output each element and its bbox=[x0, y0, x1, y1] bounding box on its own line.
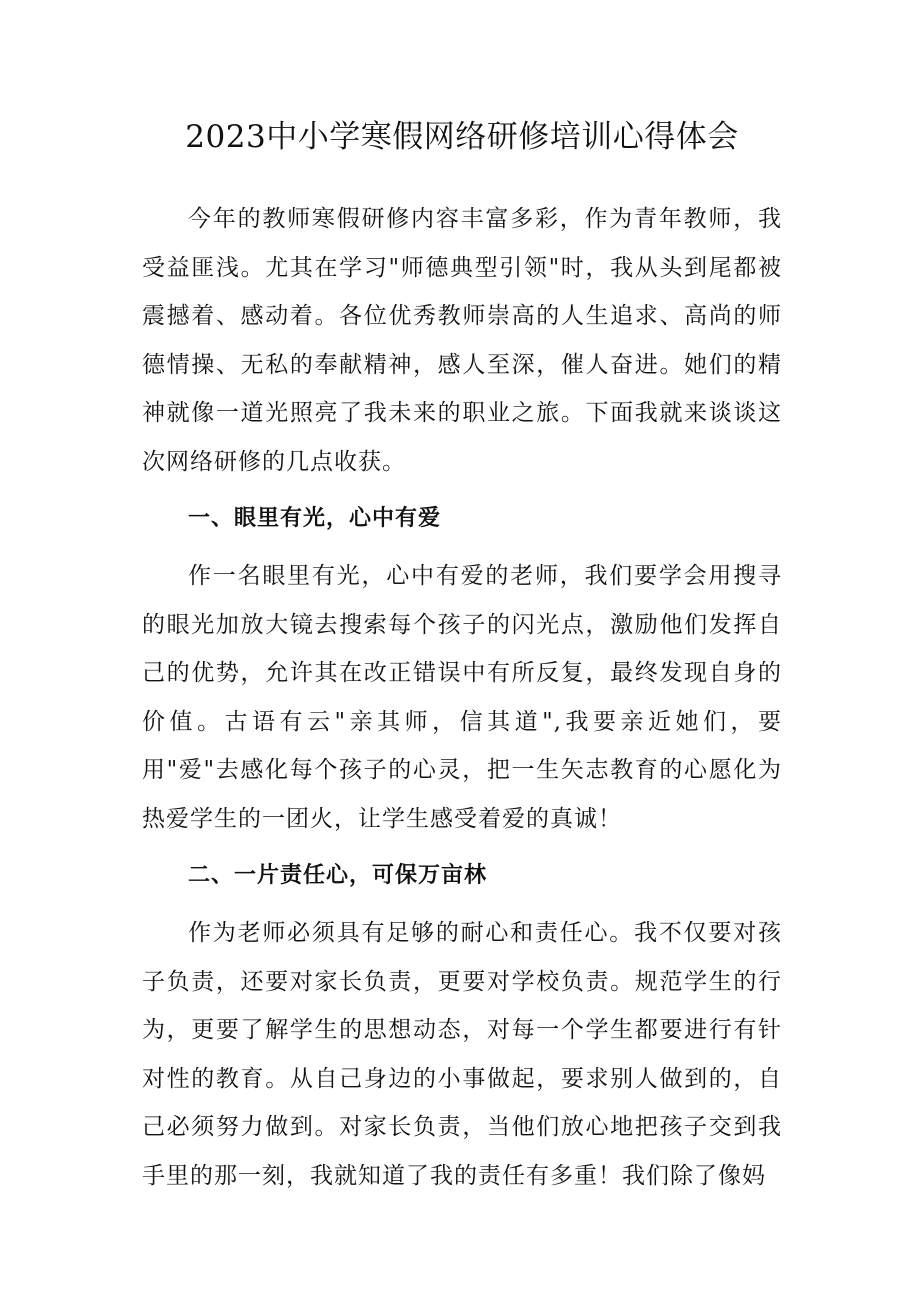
document-title: 2023中小学寒假网络研修培训心得体会 bbox=[185, 119, 739, 155]
section-heading-1: 一、眼里有光，心中有爱 bbox=[188, 506, 442, 531]
paragraph-section-1: 作一名眼里有光，心中有爱的老师，我们要学会用搜寻的眼光加放大镜去搜索每个孩子的闪光点，激励他们发挥自己的优势，允许其在改正错误中有所反复，最终发现自身的价值。古语有云"亲其师，信其道",我要亲近她们，要用"爱"去感化每个孩子的心灵，把一生矢志教育的心愿化为热爱学生的一团火，让学生感受着爱的真诚！ bbox=[142, 563, 782, 832]
paragraph-intro: 今年的教师寒假研修内容丰富多彩，作为青年教师，我受益匪浅。尤其在学习"师德典型引领"时，我从头到尾都被震撼着、感动着。各位优秀教师崇高的人生追求、高尚的师德情操、无私的奉献精神，感人至深，催人奋进。她们的精神就像一道光照亮了我未来的职业之旅。下面我就来谈谈这次网络研修的几点收获。 bbox=[142, 206, 782, 475]
paragraph-section-2: 作为老师必须具有足够的耐心和责任心。我不仅要对孩子负责，还要对家长负责，更要对学校负责。规范学生的行为，更要了解学生的思想动态，对每一个学生都要进行有针对性的教育。从自己身边的小事做起，要求别人做到的，自己必须努力做到。对家长负责，当他们放心地把孩子交到我手里的那一刻，我就知道了我的责任有多重！我们除了像妈 bbox=[142, 920, 782, 1189]
section-heading-2: 二、一片责任心，可保万亩林 bbox=[188, 863, 488, 888]
